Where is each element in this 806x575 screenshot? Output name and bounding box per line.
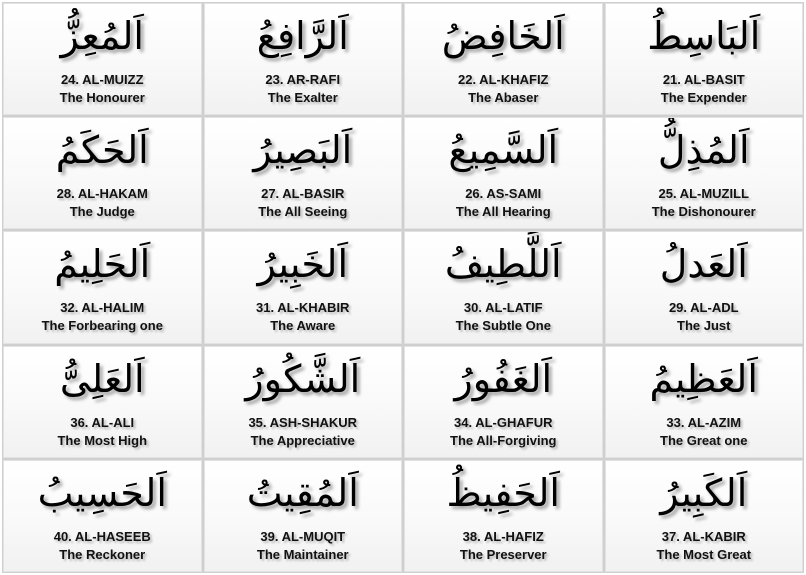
name-meaning: The Abaser: [468, 90, 539, 105]
name-card-27: [204, 117, 403, 229]
arabic-calligraphy: اَلسَّمِيعُ: [448, 128, 559, 173]
arabic-calligraphy: اَللَّطِيفُ: [444, 242, 562, 287]
arabic-calligraphy: اَلمُذِلُّ: [657, 128, 750, 173]
arabic-calligraphy: اَلخَافِضُ: [441, 14, 565, 58]
name-card-36: [3, 346, 202, 458]
name-card-37: [605, 460, 804, 572]
name-title: 38. AL-HAFIZ: [462, 528, 544, 544]
name-title: 30. AL-LATIF: [463, 300, 543, 316]
name-card-23: [204, 3, 403, 115]
name-card-28: [3, 117, 202, 229]
arabic-calligraphy: اَلشَّكُورُ: [245, 356, 361, 401]
name-card-22: [404, 3, 603, 115]
arabic-calligraphy: اَلعَلِىُّ: [59, 356, 145, 401]
arabic-calligraphy: اَلكَبِيرُ: [660, 470, 748, 515]
name-title: 26. AS-SAMI: [465, 186, 542, 202]
arabic-calligraphy: اَلغَفُورُ: [454, 356, 553, 401]
name-title: 28. AL-HAKAM: [56, 186, 148, 202]
name-title: 21. AL-BASIT: [662, 72, 745, 87]
name-meaning: The Just: [677, 318, 731, 334]
arabic-calligraphy: اَلرَّافِعُ: [256, 14, 349, 58]
name-title: 33. AL-AZIM: [666, 414, 742, 430]
name-card-32: [3, 231, 202, 343]
name-card-30: [404, 231, 603, 343]
names-grid: [2, 2, 804, 573]
name-meaning: The Maintainer: [256, 546, 349, 562]
name-title: 34. AL-GHAFUR: [454, 414, 553, 430]
name-title: 27. AL-BASIR: [261, 186, 345, 202]
name-meaning: The All Hearing: [455, 204, 551, 220]
name-card-39: [204, 460, 403, 572]
name-card-38: [404, 460, 603, 572]
name-title: 37. AL-KABIR: [661, 528, 746, 544]
name-card-31: [204, 231, 403, 343]
name-card-25: [605, 117, 804, 229]
arabic-calligraphy: اَلحَفِيظُ: [446, 470, 560, 515]
name-title: 22. AL-KHAFIZ: [457, 72, 549, 87]
name-card-26: [404, 117, 603, 229]
arabic-calligraphy: اَلحَلِيمُ: [54, 242, 151, 287]
name-meaning: The Great one: [660, 432, 748, 448]
name-card-34: [404, 346, 603, 458]
name-card-29: [605, 231, 804, 343]
name-meaning: The Expender: [660, 90, 747, 105]
name-title: 23. AR-RAFI: [265, 72, 341, 87]
name-meaning: The Most High: [57, 432, 148, 448]
name-title: 39. AL-MUQIT: [260, 528, 346, 544]
arabic-calligraphy: اَلعَظِيمُ: [649, 356, 758, 401]
name-title: 32. AL-HALIM: [60, 300, 145, 316]
arabic-calligraphy: اَلخَبِيرُ: [257, 242, 349, 287]
name-meaning: The Exalter: [267, 90, 338, 105]
arabic-calligraphy: اَلحَسِيبُ: [37, 470, 167, 515]
name-meaning: The Subtle One: [455, 318, 551, 334]
name-title: 25. AL-MUZILL: [658, 186, 749, 202]
name-meaning: The Honourer: [59, 90, 145, 105]
arabic-calligraphy: اَلحَكَمُ: [55, 128, 149, 173]
name-title: 24. AL-MUIZZ: [60, 72, 144, 87]
name-title: 36. AL-ALI: [70, 414, 135, 430]
arabic-calligraphy: اَلمُعِزُّ: [60, 14, 144, 58]
name-meaning: The All Seeing: [258, 204, 348, 220]
name-title: 29. AL-ADL: [668, 300, 739, 316]
name-meaning: The Aware: [270, 318, 336, 334]
arabic-calligraphy: اَلمُقِيتُ: [246, 470, 359, 515]
name-card-33: [605, 346, 804, 458]
arabic-calligraphy: اَلبَاسِطُ: [647, 14, 761, 58]
name-meaning: The Forbearing one: [41, 318, 163, 334]
name-meaning: The Reckoner: [59, 546, 146, 562]
name-meaning: The Judge: [69, 204, 135, 220]
name-meaning: The All-Forgiving: [450, 432, 557, 448]
name-meaning: The Preserver: [459, 546, 547, 562]
arabic-calligraphy: اَلبَصِيرُ: [253, 128, 353, 173]
name-card-21: [605, 3, 804, 115]
name-meaning: The Dishonourer: [651, 204, 756, 220]
name-meaning: The Appreciative: [250, 432, 355, 448]
name-title: 40. AL-HASEEB: [53, 528, 151, 544]
name-title: 35. ASH-SHAKUR: [248, 414, 358, 430]
name-card-40: [3, 460, 202, 572]
arabic-calligraphy: اَلعَدلُ: [659, 242, 748, 287]
name-card-24: [3, 3, 202, 115]
name-title: 31. AL-KHABIR: [256, 300, 350, 316]
name-card-35: [204, 346, 403, 458]
name-meaning: The Most Great: [656, 546, 752, 562]
